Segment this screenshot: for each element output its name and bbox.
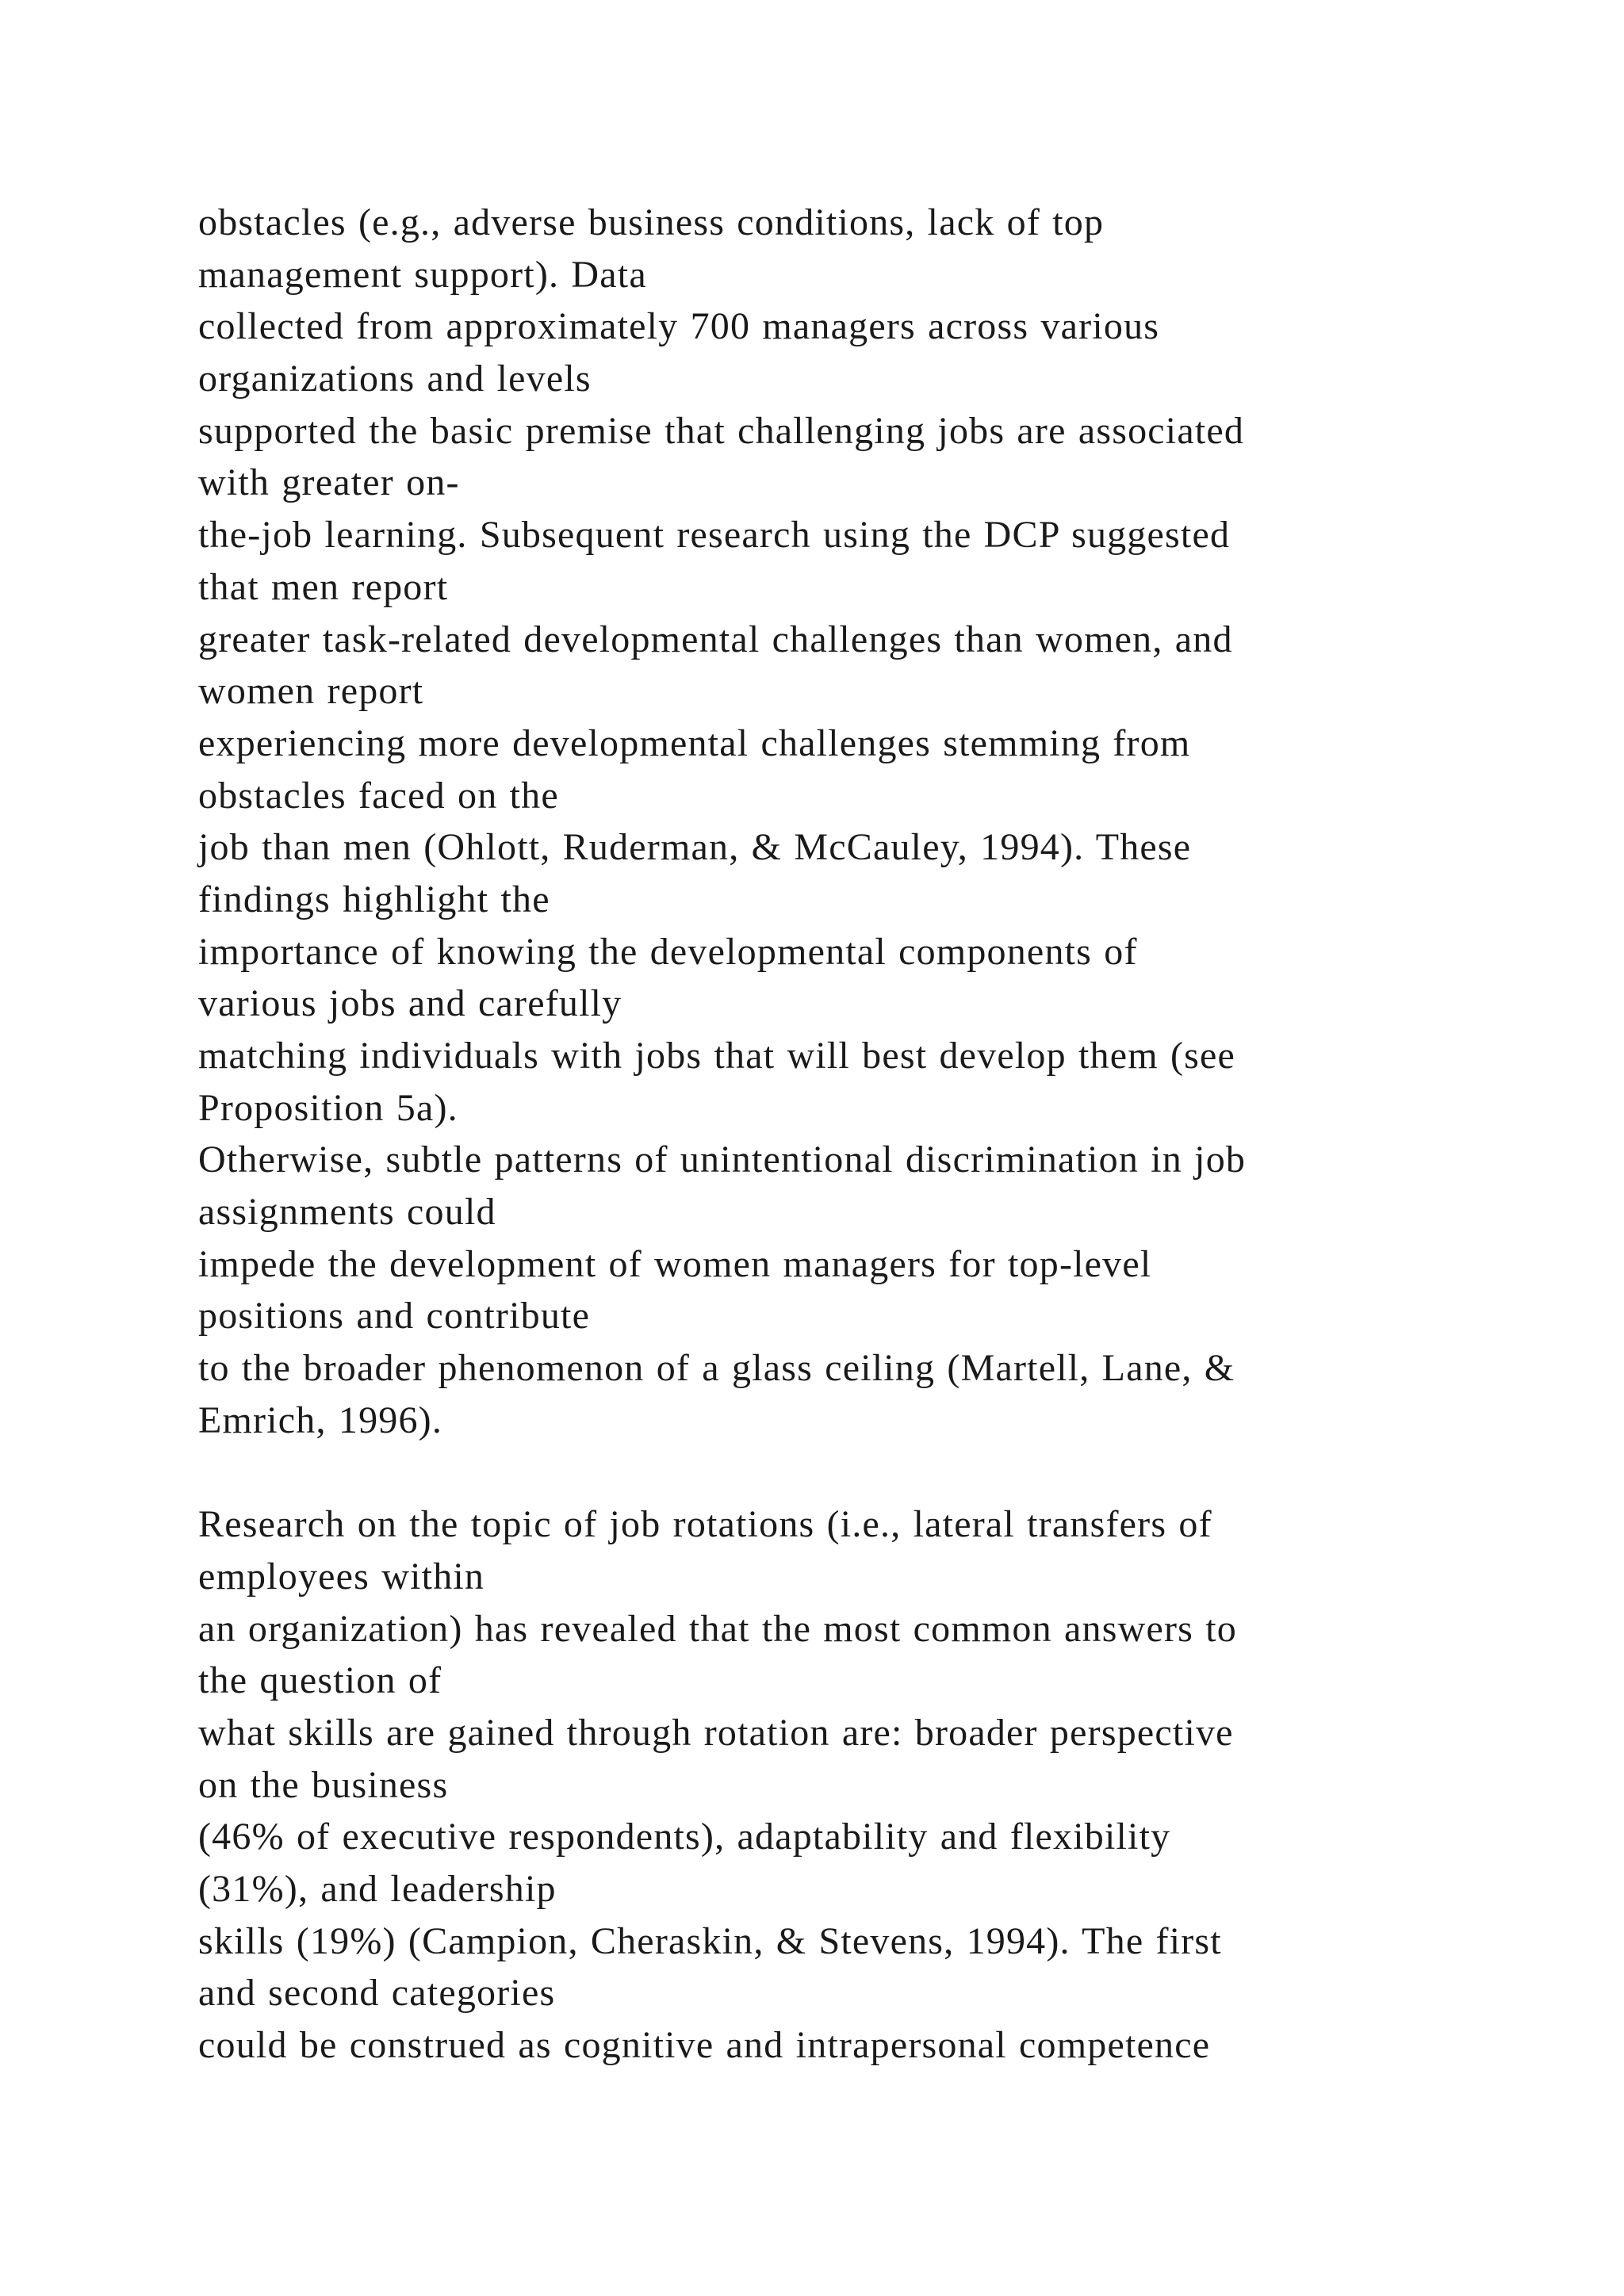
text-line: collected from approximately 700 managers across various — [198, 305, 1160, 348]
text-line: impede the development of women managers for top-level — [198, 1242, 1152, 1285]
text-line: Proposition 5a). — [198, 1086, 458, 1129]
paragraph-2 — [198, 1498, 1594, 2072]
text-line: Emrich, 1996). — [198, 1399, 443, 1441]
text-line: greater task-related developmental challenges than women, and — [198, 618, 1233, 660]
text-line: to the broader phenomenon of a glass ceiling (Martell, Lane, & — [198, 1347, 1235, 1390]
text-line: assignments could — [198, 1191, 496, 1234]
document-body — [198, 197, 1594, 2072]
text-line: what skills are gained through rotation are: broader perspective — [198, 1711, 1234, 1754]
text-line: women report — [198, 670, 424, 713]
paragraph-1 — [198, 197, 1594, 1447]
text-line: employees within — [198, 1555, 485, 1598]
text-line: could be construed as cognitive and intrapersonal competence — [198, 2024, 1211, 2067]
text-line: findings highlight the — [198, 878, 550, 920]
text-line: positions and contribute — [198, 1295, 591, 1337]
text-line: the-job learning. Subsequent research using the DCP suggested — [198, 514, 1231, 557]
text-line: experiencing more developmental challenges stemming from — [198, 721, 1191, 764]
text-line: the question of — [198, 1659, 442, 1702]
text-line: that men report — [198, 565, 449, 608]
text-line: on the business — [198, 1763, 449, 1806]
text-line: importance of knowing the developmental components of — [198, 930, 1138, 973]
paragraph-spacer — [198, 1447, 1594, 1499]
text-line: with greater on- — [198, 461, 460, 504]
text-line: management support). Data — [198, 253, 647, 296]
text-line: (31%), and leadership — [198, 1868, 557, 1910]
text-line: matching individuals with jobs that will best develop them (see — [198, 1035, 1236, 1077]
text-line: various jobs and carefully — [198, 982, 622, 1025]
text-line: supported the basic premise that challenging jobs are associated — [198, 409, 1245, 452]
text-line: Research on the topic of job rotations (i.e., lateral transfers of — [198, 1503, 1212, 1546]
text-line: job than men (Ohlott, Ruderman, & McCauley, 1994). These — [198, 826, 1192, 869]
text-line: (46% of executive respondents), adaptability and flexibility — [198, 1816, 1171, 1858]
text-line: Otherwise, subtle patterns of unintentional discrimination in job — [198, 1138, 1247, 1181]
text-line: obstacles (e.g., adverse business conditions, lack of top — [198, 201, 1105, 243]
text-line: organizations and levels — [198, 358, 592, 400]
text-line: obstacles faced on the — [198, 774, 559, 817]
text-line: an organization) has revealed that the most common answers to — [198, 1607, 1237, 1650]
text-line: and second categories — [198, 1972, 556, 2015]
text-line: skills (19%) (Campion, Cheraskin, & Stevens, 1994). The first — [198, 1919, 1222, 1962]
